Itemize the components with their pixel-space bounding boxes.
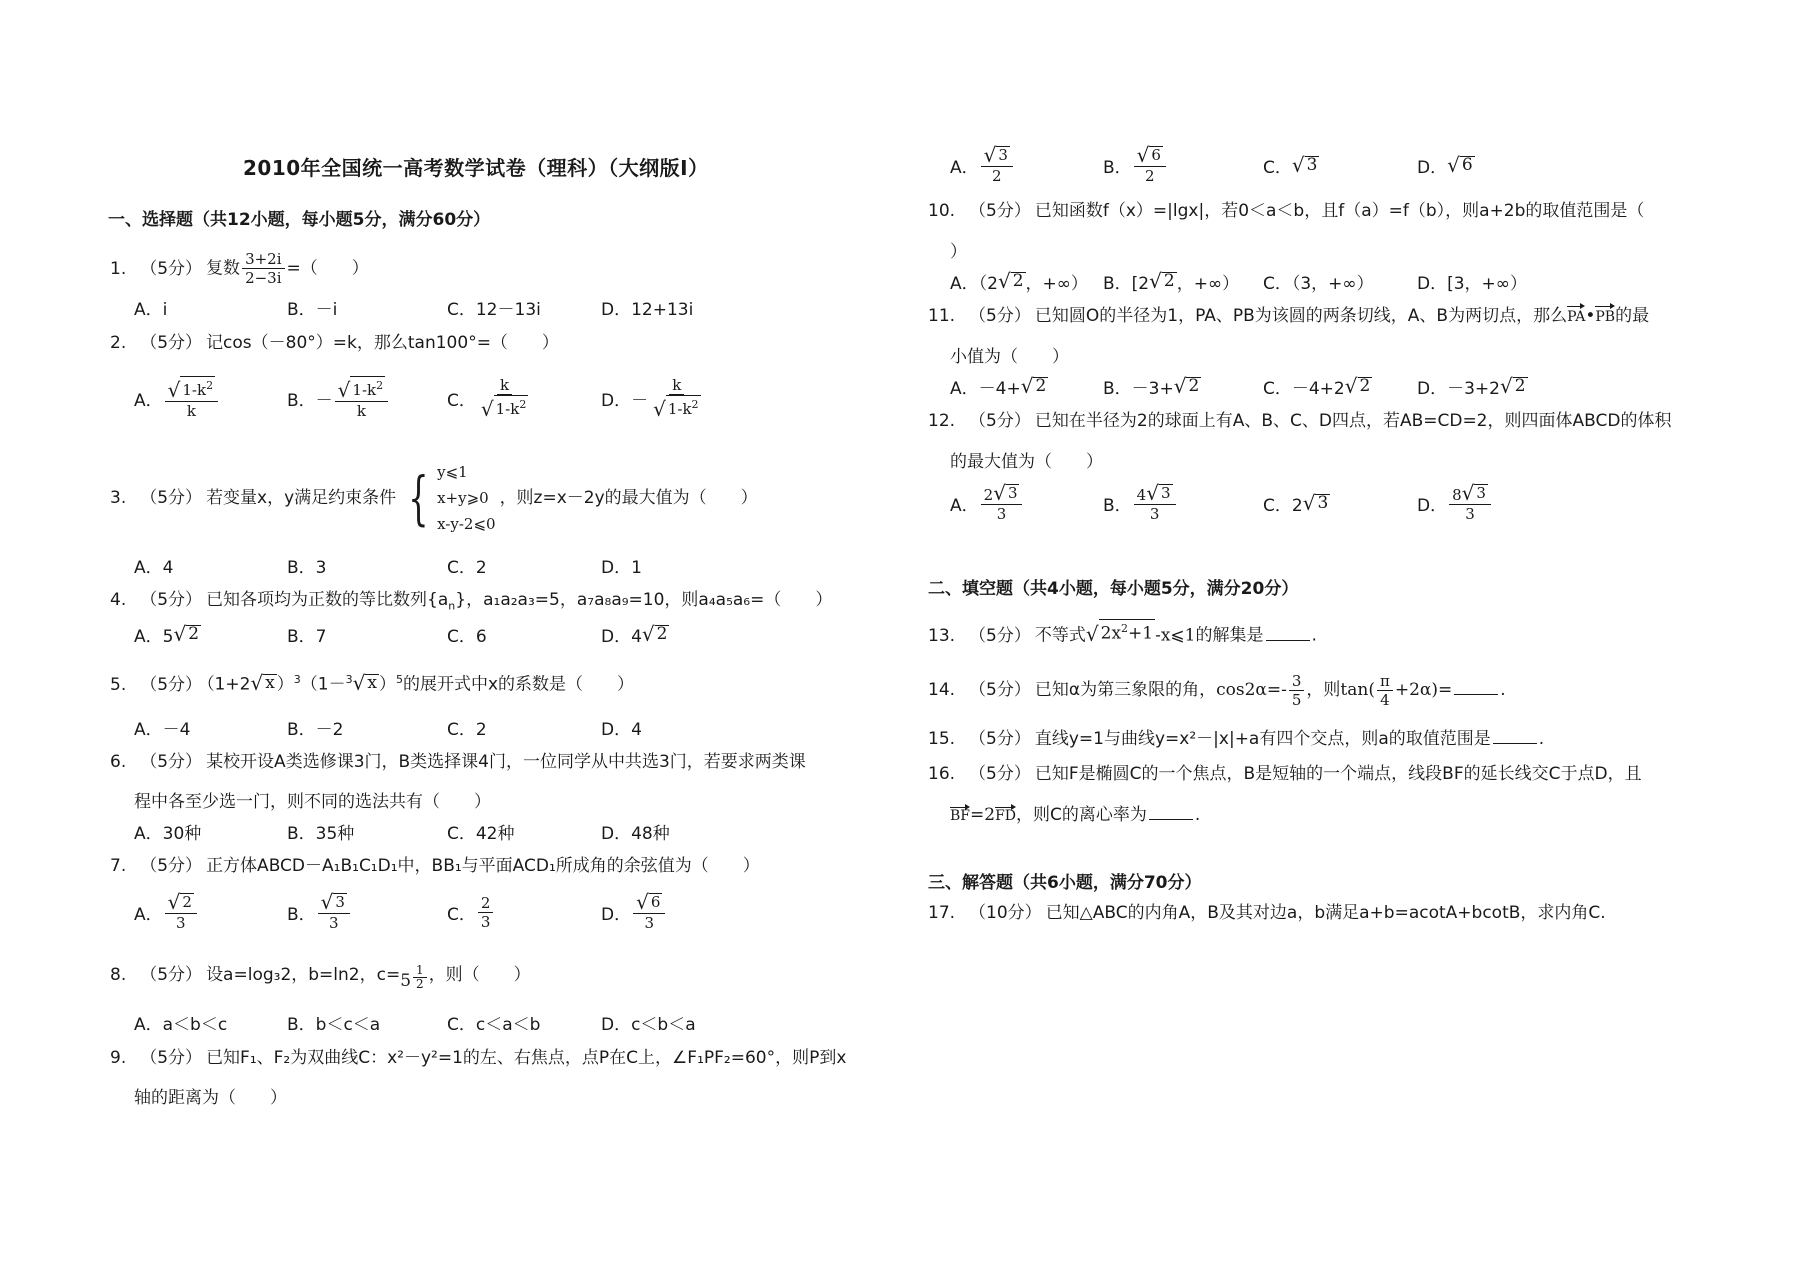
option-b: B．3 — [287, 557, 327, 578]
answer-blank[interactable] — [1149, 805, 1193, 820]
option-b: B．－3+ √ 2 — [1103, 374, 1200, 399]
option-b: B．－2 — [287, 719, 344, 740]
numerator: 4 √ 3 — [1134, 484, 1176, 505]
q-text: 设a=log₃2，b=ln2，c= — [206, 965, 401, 985]
option-label: C．2 — [1263, 495, 1303, 516]
vector-pa: PA — [1567, 309, 1586, 325]
radicand: 6 — [650, 892, 661, 911]
option-label: A． — [950, 495, 979, 516]
q-text: =（ ） — [286, 258, 369, 279]
q-text: 的解集是 — [1195, 625, 1264, 646]
option-c — [447, 376, 533, 421]
coefficient: 4 — [1136, 485, 1147, 504]
constraint-system: { y⩽1 x+y⩾0 x-y-2⩽0 — [400, 459, 495, 537]
option-label: D．－ — [601, 390, 649, 411]
exponent: 2 — [519, 398, 527, 411]
q-text: ，则 — [1306, 680, 1341, 700]
question-11-line-2: 小值为（ ） — [950, 347, 1069, 367]
option-a — [134, 378, 220, 418]
question-number: 5. — [110, 674, 127, 695]
question-number: 9. — [110, 1048, 127, 1068]
numerator: √ 3 — [318, 893, 350, 914]
q-text: 不等式 — [1034, 625, 1086, 646]
points: （5分） — [969, 411, 1031, 431]
option-label: D． — [1417, 157, 1448, 178]
denominator: 2 — [416, 977, 424, 991]
radicand: 6 — [1461, 155, 1473, 175]
denominator: 4 — [1380, 690, 1390, 709]
question-2 — [110, 333, 559, 353]
option-label: A． — [134, 390, 163, 411]
q-text: 的展开式中x的系数是（ ） — [402, 674, 635, 695]
option-a — [950, 480, 1024, 523]
option-label: A． — [950, 157, 979, 178]
tan-expression: tan( — [1340, 680, 1375, 700]
radicand: 2 — [1035, 376, 1047, 396]
radicand: +1 — [1128, 623, 1154, 644]
radicand: 3 — [1306, 155, 1318, 175]
q-text: （1+2 — [206, 674, 251, 695]
option-a: A．－4 — [134, 719, 191, 740]
question-number: 11. — [928, 306, 956, 326]
question-10 — [928, 201, 1644, 221]
question-6-line-2: 程中各至少选一门，则不同的选法共有（ ） — [134, 792, 491, 812]
option-label: C． — [447, 904, 476, 925]
equation: =2 — [970, 805, 996, 825]
option-a — [134, 889, 199, 932]
power-base: 5 — [400, 971, 412, 991]
option-label: C．－4+2 — [1263, 378, 1345, 399]
option-b — [1103, 480, 1178, 523]
fraction — [1289, 672, 1305, 709]
numerator: π — [1377, 672, 1393, 691]
q-text: （1－ — [300, 674, 346, 695]
q-text: . — [1194, 805, 1201, 825]
coefficient: 2 — [983, 485, 994, 504]
denominator: 3 — [644, 913, 655, 932]
fraction — [335, 376, 388, 420]
q-text: 记cos（－80°）=k，那么tan100°=（ ） — [206, 333, 559, 353]
subscript: n — [448, 599, 456, 613]
question-11 — [928, 306, 1649, 327]
radicand: 2 — [188, 624, 200, 644]
fraction — [478, 894, 494, 931]
question-number: 6. — [110, 752, 127, 772]
q-text: 已知圆O的半径为1，PA、PB为该圆的两条切线，A、B为两切点，那么 — [1034, 306, 1568, 326]
points: （5分） — [140, 333, 203, 353]
exponent: 3 — [293, 673, 301, 686]
question-number: 3. — [110, 488, 127, 508]
option-label: B． — [1103, 495, 1132, 516]
option-d — [601, 376, 706, 421]
option-b: B．－i — [287, 299, 338, 320]
option-a: A．4 — [134, 557, 174, 578]
question-number: 2. — [110, 333, 127, 353]
fraction — [1134, 142, 1166, 185]
denominator: 3 — [996, 504, 1007, 523]
radicand: 6 — [1151, 145, 1161, 164]
option-label: A．5 — [134, 626, 174, 647]
question-9 — [110, 1048, 846, 1068]
vector-pb: PB — [1595, 309, 1616, 325]
option-label: B．[2 — [1103, 273, 1150, 294]
numerator: 8 √ 3 — [1449, 484, 1491, 505]
option-c: C． √ 3 — [1263, 153, 1318, 178]
radicand: 1-k — [182, 381, 207, 399]
question-number: 13. — [928, 625, 956, 646]
constraint-line: y⩽1 — [437, 463, 468, 481]
option-label: B．－3+ — [1103, 378, 1174, 399]
option-label: C． — [447, 390, 476, 411]
option-d: D．4 √ 2 — [601, 622, 668, 647]
option-d: D．－3+2 √ 2 — [1417, 374, 1526, 399]
numerator: 3+2i — [242, 250, 284, 269]
q-text: 直线y=1与曲线y=x²－|x|+a有四个交点，则a的取值范围是 — [1034, 729, 1491, 749]
option-label: D．4 — [601, 626, 642, 647]
question-number: 17. — [928, 903, 956, 923]
q-text: 已知函数f（x）=|lgx|，若0＜a＜b，且f（a）=f（b），则a+2b的取值范围是（ — [1034, 201, 1645, 221]
dot-operator: • — [1585, 306, 1596, 326]
numerator: √ 2 — [165, 893, 197, 914]
question-number: 16. — [928, 764, 956, 784]
question-5: 5. （5分） （1+2 √ x ）$^3$（1－$^3$ √ x ）$^5$的展开式中x的系数是（ ） — [110, 670, 635, 695]
question-number: 7. — [110, 856, 127, 876]
points: （5分） — [140, 856, 203, 876]
option-a — [950, 142, 1015, 185]
numerator: k — [497, 376, 512, 395]
points: （5分） — [140, 590, 203, 610]
radicand: 2 — [1359, 376, 1371, 396]
radicand: 3 — [1476, 483, 1486, 502]
question-8 — [110, 960, 531, 996]
option-d — [1417, 480, 1493, 523]
numerator: 2 √ 3 — [981, 484, 1023, 505]
option-label: A．（2 — [950, 273, 998, 294]
denominator: 2−3i — [245, 269, 282, 287]
denominator: k — [356, 402, 366, 420]
answer-blank[interactable] — [1266, 626, 1310, 641]
fraction — [633, 889, 665, 932]
fraction — [318, 889, 350, 932]
option-c: C．12－13i — [447, 299, 541, 320]
option-c: C．2 — [447, 557, 487, 578]
question-9-line-2: 轴的距离为（ ） — [134, 1088, 287, 1108]
exponent-fraction — [413, 964, 427, 991]
radicand: 3 — [335, 892, 345, 911]
radicand: 2 — [656, 624, 668, 644]
denominator: 3 — [1149, 504, 1160, 523]
q-text: ） — [378, 674, 396, 695]
denominator: 2 — [1145, 166, 1155, 185]
q-text: . — [1500, 680, 1506, 700]
option-d: D． √ 6 — [1417, 153, 1473, 178]
option-c — [447, 892, 495, 932]
q-text: 某校开设A类选修课3门，B类选择课4门，一位同学从中共选3门，若要求两类课 — [206, 752, 806, 772]
option-a: A．－4+ √ 2 — [950, 374, 1047, 399]
q-text: 已知在半径为2的球面上有A、B、C、D四点，若AB=CD=2，则四面体ABCD的体积 — [1034, 411, 1672, 431]
points: （5分） — [140, 1048, 203, 1068]
option-b — [287, 889, 352, 932]
points: （5分） — [140, 752, 203, 772]
exponent: 2 — [1121, 622, 1129, 635]
cos-expression: cos2α=- — [1216, 680, 1287, 700]
section-choice-heading: 一、选择题（共12小题，每小题5分，满分60分） — [108, 210, 491, 230]
question-10-line-2: ） — [950, 242, 967, 262]
exponent: 2 — [206, 379, 214, 392]
points: （5分） — [969, 680, 1031, 700]
answer-blank[interactable] — [1454, 680, 1498, 695]
constraint-line: x+y⩾0 — [437, 489, 489, 507]
q-text: 已知F₁、F₂为双曲线C：x²－y²=1的左、右焦点，点P在C上，∠F₁PF₂=60°，则P到x — [206, 1048, 847, 1068]
question-12 — [928, 411, 1671, 431]
option-c: C．2 — [447, 719, 487, 740]
fraction — [478, 376, 531, 420]
option-c: C．2 √ 3 — [1263, 491, 1329, 516]
points: （5分） — [969, 625, 1031, 646]
option-a: A．5 √ 2 — [134, 622, 200, 647]
points: （5分） — [969, 764, 1031, 784]
option-label: D． — [1417, 495, 1448, 516]
question-number: 12. — [928, 411, 956, 431]
points: （5分） — [140, 258, 203, 279]
fraction — [165, 889, 197, 932]
radicand: 2 — [1012, 271, 1024, 291]
option-a: A．（2 √ 2 ，+∞） — [950, 269, 1088, 294]
q-text: ，则z=x－2y的最大值为（ ） — [499, 488, 758, 508]
radicand: 2x — [1100, 623, 1122, 644]
points: （5分） — [969, 729, 1031, 749]
question-17 — [928, 903, 1606, 923]
option-b: B．b＜c＜a — [287, 1014, 381, 1035]
numerator: √ $1-k^2$ — [165, 376, 218, 402]
question-16 — [928, 764, 1642, 784]
option-c: C．6 — [447, 626, 487, 647]
q-text: 已知△ABC的内角A，B及其对边a，b满足a+b=acotA+bcotB，求内角C. — [1045, 903, 1606, 923]
points: （10分） — [969, 903, 1042, 923]
page-title: 2010年全国统一高考数学试卷（理科）（大纲版I） — [243, 156, 709, 180]
q-text: . — [1538, 729, 1545, 749]
q-text: 已知α为第三象限的角， — [1034, 680, 1217, 700]
q-text: 的最 — [1615, 306, 1650, 326]
numerator: 3 — [1289, 672, 1305, 691]
points: （5分） — [140, 674, 203, 695]
fraction — [981, 142, 1013, 185]
vector-bf: BF — [950, 808, 971, 824]
radicand: 3 — [1160, 483, 1171, 502]
radicand: 1-k — [495, 400, 520, 418]
option-b: B．[2 √ 2 ，+∞） — [1103, 269, 1240, 294]
option-b: B．7 — [287, 626, 327, 647]
q-text: 若变量x，y满足约束条件 — [206, 488, 397, 508]
question-12-line-2: 的最大值为（ ） — [950, 452, 1103, 472]
q-text: 复数 — [206, 258, 241, 279]
q-text: 正方体ABCD－A₁B₁C₁D₁中，BB₁与平面ACD₁所成角的余弦值为（ ） — [206, 856, 760, 876]
radicand: 3 — [998, 145, 1008, 164]
question-7 — [110, 856, 760, 876]
option-label: D． — [601, 904, 632, 925]
radicand: x — [367, 672, 377, 693]
radicand: 2 — [1188, 376, 1200, 396]
points: （5分） — [140, 965, 203, 985]
question-number: 1. — [110, 258, 127, 279]
numerator: 1 — [413, 964, 427, 978]
option-a: A．30种 — [134, 823, 202, 844]
radicand: 2 — [182, 892, 192, 911]
q-text: ） — [276, 674, 294, 695]
question-number: 8. — [110, 965, 127, 985]
numerator: √ 6 — [633, 893, 665, 914]
option-label: B． — [1103, 157, 1132, 178]
exponent: 2 — [376, 379, 384, 392]
question-15 — [928, 729, 1544, 749]
question-number: 15. — [928, 729, 956, 749]
fraction — [650, 376, 703, 420]
denominator: k — [186, 402, 196, 420]
option-label: B． — [287, 904, 316, 925]
option-d: D．12+13i — [601, 299, 694, 320]
option-c: C．c＜a＜b — [447, 1014, 541, 1035]
numerator: √ 3 — [981, 146, 1013, 167]
points: （5分） — [969, 201, 1031, 221]
option-c: C．42种 — [447, 823, 515, 844]
section-fill-heading: 二、填空题（共4小题，每小题5分，满分20分） — [928, 579, 1299, 599]
q-text: 已知各项均为正数的等比数列{a — [206, 590, 449, 610]
inequality: -x⩽1 — [1155, 625, 1196, 646]
constraint-line: x-y-2⩽0 — [437, 515, 496, 533]
option-b — [287, 378, 390, 418]
question-number: 4. — [110, 590, 127, 610]
question-1 — [110, 250, 369, 287]
option-label: D．－3+2 — [1417, 378, 1500, 399]
points: （5分） — [140, 488, 203, 508]
question-13: 13. （5分） 不等式 √ $2x^2+1$ -x⩽1的解集是 . — [928, 619, 1317, 646]
tan-expression: +2α)= — [1394, 680, 1453, 700]
numerator: k — [669, 376, 684, 395]
question-number: 10. — [928, 201, 956, 221]
option-b — [1103, 142, 1168, 185]
question-3 — [110, 458, 758, 538]
question-number: 14. — [928, 680, 956, 700]
option-b: B．35种 — [287, 823, 355, 844]
exponent: 2 — [691, 398, 699, 411]
interval-end: ，+∞） — [1025, 273, 1088, 294]
fraction — [165, 376, 218, 420]
option-a: A．a＜b＜c — [134, 1014, 228, 1035]
fraction — [1134, 480, 1176, 523]
q-text: ，则（ ） — [428, 965, 531, 985]
radicand: 3 — [1317, 493, 1329, 513]
numerator: √ 6 — [1134, 146, 1166, 167]
option-label: A．－4+ — [950, 378, 1021, 399]
radicand: 2 — [1163, 271, 1175, 291]
option-d: D．4 — [601, 719, 642, 740]
radicand: 1-k — [667, 400, 692, 418]
fraction — [981, 480, 1023, 523]
numerator: 2 — [478, 894, 494, 913]
option-label: A． — [134, 904, 163, 925]
q-text: ，则C的离心率为 — [1016, 805, 1147, 825]
denominator: √ $1-k^2$ — [480, 397, 527, 421]
fraction — [242, 250, 284, 287]
radicand: 2 — [1514, 376, 1526, 396]
option-d — [601, 889, 667, 932]
option-label: C． — [1263, 157, 1292, 178]
section-answer-heading: 三、解答题（共6小题，满分70分） — [928, 873, 1202, 893]
option-a: A．i — [134, 299, 168, 320]
denominator: 3 — [480, 912, 491, 931]
denominator: 2 — [992, 166, 1002, 185]
answer-blank[interactable] — [1493, 729, 1537, 744]
radicand: 1-k — [352, 381, 377, 399]
points: （5分） — [969, 306, 1031, 326]
coefficient: 8 — [1452, 485, 1462, 504]
vector-fd: FD — [995, 808, 1017, 824]
option-d: D．48种 — [601, 823, 670, 844]
question-14 — [928, 670, 1506, 710]
exponent: 5 — [395, 673, 403, 686]
root-index: 3 — [345, 673, 353, 686]
q-text: }，a₁a₂a₃=5，a₇a₈a₉=10，则a₄a₅a₆=（ ） — [455, 590, 833, 610]
option-d: D．[3，+∞） — [1417, 273, 1527, 294]
denominator: 3 — [329, 913, 339, 932]
q-text: 已知F是椭圆C的一个焦点，B是短轴的一个端点，线段BF的延长线交C于点D，且 — [1034, 764, 1642, 784]
denominator: √ $1-k^2$ — [653, 397, 699, 421]
radicand: 3 — [1007, 483, 1018, 502]
option-label: B．－ — [287, 390, 333, 411]
fraction — [1377, 672, 1393, 709]
question-6 — [110, 752, 806, 772]
fraction — [1449, 480, 1491, 523]
radicand: x — [265, 672, 275, 693]
q-text: . — [1311, 625, 1317, 646]
option-d: D．1 — [601, 557, 642, 578]
denominator: 5 — [1291, 690, 1302, 709]
question-4 — [110, 590, 832, 616]
numerator: √ $1-k^2$ — [335, 376, 388, 402]
denominator: 3 — [1465, 504, 1475, 523]
interval-end: ，+∞） — [1176, 273, 1240, 294]
option-c: C．－4+2 √ 2 — [1263, 374, 1371, 399]
option-c: C．（3，+∞） — [1263, 273, 1374, 294]
question-16-line-2 — [950, 800, 1200, 825]
option-d: D．c＜b＜a — [601, 1014, 696, 1035]
denominator: 3 — [176, 913, 186, 932]
